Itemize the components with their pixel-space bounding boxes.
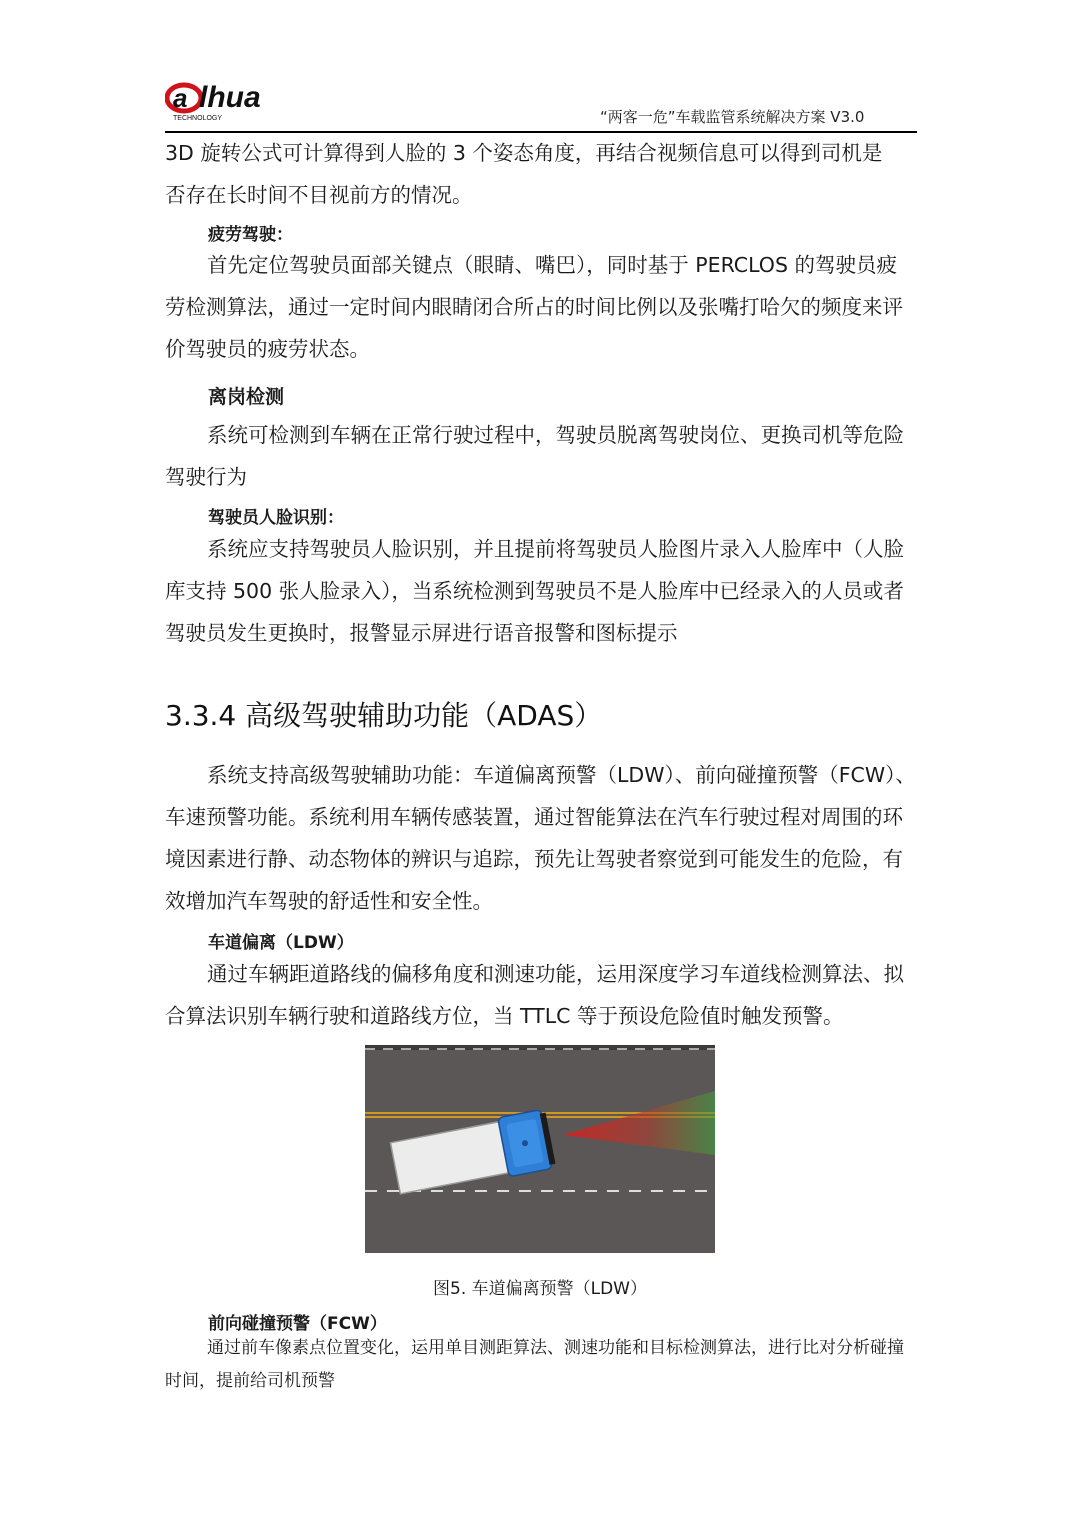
- fatigue-text: 首先定位驾驶员面部关键点（眼睛、嘴巴），同时基于 PERCLOS 的驾驶员疲劳检测算法，通过一定时间内眼睛闭合所占的时间比例以及张嘴打哈欠的频度来评价驾驶员的疲劳状态。: [165, 253, 903, 361]
- fcw-heading: 前向碰撞预警（FCW）: [208, 1314, 387, 1334]
- leave-post-text: 系统可检测到车辆在正常行驶过程中，驾驶员脱离驾驶岗位、更换司机等危险驾驶行为: [165, 423, 904, 489]
- intro-line-2: 否存在长时间不目视前方的情况。: [165, 183, 473, 207]
- document-header-title: “两客一危”车载监管系统解决方案 V3.0: [600, 108, 865, 126]
- leave-post-heading: 离岗检测: [208, 386, 285, 408]
- figure-caption: 图5. 车道偏离预警（LDW）: [433, 1279, 647, 1299]
- face-recognition-text: 系统应支持驾驶员人脸识别，并且提前将驾驶员人脸图片录入人脸库中（人脸库支持 500 张人脸录入），当系统检测到驾驶员不是人脸库中已经录入的人员或者驾驶员发生更换时，报警显示屏进行语音报警和图标提示: [165, 537, 904, 645]
- leave-post-paragraph: [165, 414, 917, 498]
- ldw-figure: [365, 1045, 715, 1253]
- intro-line-1: 3D 旋转公式可计算得到人脸的 3 个姿态角度，再结合视频信息可以得到司机是: [165, 141, 883, 165]
- svg-text:lhua: lhua: [199, 81, 261, 114]
- adas-paragraph: [165, 754, 917, 922]
- adas-section-title: 3.3.4 高级驾驶辅助功能（ADAS）: [165, 699, 603, 732]
- svg-text:TECHNOLOGY: TECHNOLOGY: [173, 115, 223, 122]
- face-recognition-paragraph: [165, 528, 917, 654]
- ldw-text: 通过车辆距道路线的偏移角度和测速功能，运用深度学习车道线检测算法、拟合算法识别车辆行驶和道路线方位，当 TTLC 等于预设危险值时触发预警。: [165, 962, 904, 1028]
- ldw-illustration: [365, 1045, 715, 1253]
- intro-paragraph: [165, 132, 917, 216]
- ldw-heading: 车道偏离（LDW）: [208, 933, 354, 953]
- dahua-logo: [165, 76, 305, 124]
- adas-text: 系统支持高级驾驶辅助功能：车道偏离预警（LDW）、前向碰撞预警（FCW）、车速预警功能。系统利用车辆传感装置，通过智能算法在汽车行驶过程对周围的环境因素进行静、动态物体的辨识与追踪，预先让驾驶者察觉到可能发生的危险，有效增加汽车驾驶的舒适性和安全性。: [165, 763, 916, 913]
- fatigue-heading: 疲劳驾驶：: [208, 225, 293, 245]
- svg-text:a: a: [173, 83, 188, 113]
- ldw-paragraph: [165, 953, 917, 1037]
- fcw-text: 通过前车像素点位置变化，运用单目测距算法、测速功能和目标检测算法，进行比对分析碰撞时间，提前给司机预警: [165, 1338, 904, 1391]
- face-recognition-heading: 驾驶员人脸识别：: [208, 508, 344, 528]
- fcw-paragraph: [165, 1332, 917, 1398]
- fatigue-paragraph: [165, 244, 917, 370]
